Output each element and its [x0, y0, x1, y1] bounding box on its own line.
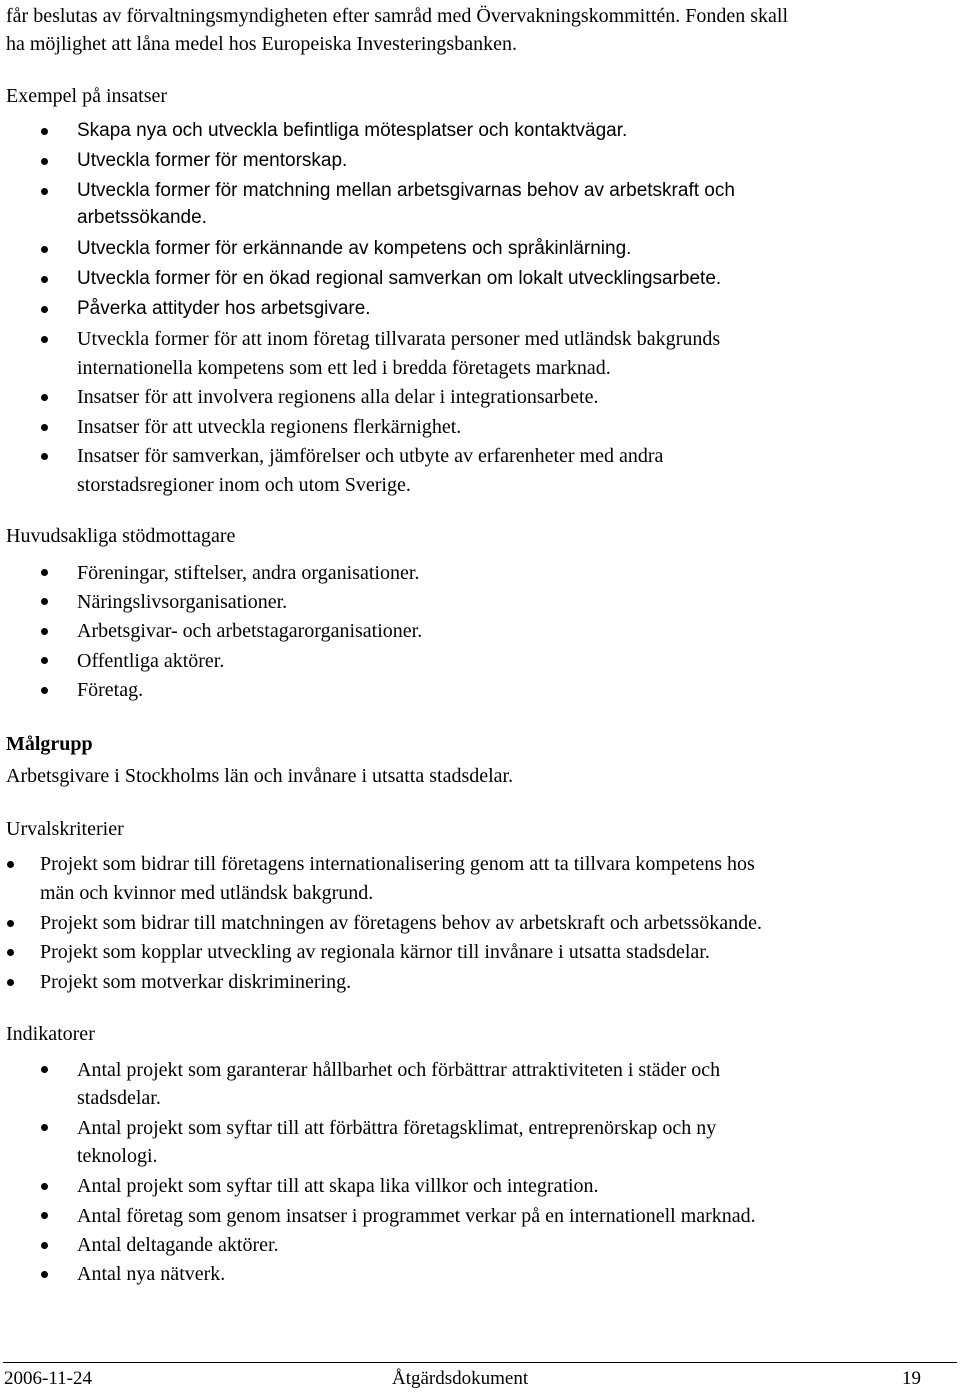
- bullet-icon: [41, 687, 48, 694]
- bullet-icon: [41, 276, 48, 283]
- bullet-icon: [7, 949, 14, 956]
- list-item-text: Antal projekt som syftar till att skapa lika villkor och integration.: [77, 1175, 599, 1197]
- list-item-text-cont: arbetssökande.: [77, 207, 207, 228]
- footer-page-number: 19: [902, 1368, 921, 1389]
- list-item-text-cont: internationella kompetens som ett led i bredda företagets marknad.: [77, 357, 611, 379]
- bullet-icon: [41, 1212, 48, 1219]
- intro-line-1: får beslutas av förvaltningsmyndigheten efter samråd med Övervakningskommittén. Fonden skall: [6, 5, 789, 27]
- list-item-text: Insatser för att utveckla regionens flerkärnighet.: [77, 416, 462, 438]
- bullet-icon: [7, 861, 14, 868]
- bullet-icon: [41, 657, 48, 664]
- list-item-text: Projekt som kopplar utveckling av regionala kärnor till invånare i utsatta stadsdelar.: [40, 941, 710, 963]
- list-item-text: Skapa nya och utveckla befintliga mötesplatser och kontaktvägar.: [77, 120, 628, 141]
- list-item-text: Föreningar, stiftelser, andra organisationer.: [77, 562, 420, 584]
- intro-line-2: ha möjlighet att låna medel hos Europeiska Investeringsbanken.: [6, 33, 517, 55]
- heading-urval: Urvalskriterier: [6, 818, 124, 840]
- bullet-icon: [41, 1242, 48, 1249]
- list-item-text: Projekt som motverkar diskriminering.: [40, 971, 352, 993]
- bullet-icon: [41, 628, 48, 635]
- list-item-text: Insatser för att involvera regionens alla delar i integrationsarbete.: [77, 386, 599, 408]
- list-item-text: Antal projekt som garanterar hållbarhet och förbättrar attraktiviteten i städer och: [77, 1059, 721, 1081]
- list-item-text: Offentliga aktörer.: [77, 650, 225, 672]
- bullet-icon: [41, 1066, 48, 1073]
- bullet-icon: [41, 1124, 48, 1131]
- bullet-icon: [41, 1183, 48, 1190]
- list-item-text: Antal projekt som syftar till att förbättra företagsklimat, entreprenörskap och ny: [77, 1117, 717, 1139]
- footer-date: 2006-11-24: [4, 1368, 92, 1389]
- bullet-icon: [41, 306, 48, 313]
- malgrupp-text: Arbetsgivare i Stockholms län och invånare i utsatta stadsdelar.: [6, 765, 514, 787]
- list-item-text: Företag.: [77, 679, 144, 701]
- list-item-text-cont: teknologi.: [77, 1145, 158, 1167]
- bullet-icon: [41, 188, 48, 195]
- bullet-icon: [41, 598, 48, 605]
- list-item-text: Insatser för samverkan, jämförelser och utbyte av erfarenheter med andra: [77, 445, 664, 467]
- list-item-text: Utveckla former för matchning mellan arbetsgivarnas behov av arbetskraft och: [77, 180, 735, 201]
- bullet-icon: [41, 1271, 48, 1278]
- footer-title: Åtgärdsdokument: [392, 1368, 529, 1389]
- list-item-text: Påverka attityder hos arbetsgivare.: [77, 298, 371, 319]
- bullet-icon: [7, 920, 14, 927]
- bullet-icon: [41, 394, 48, 401]
- list-item-text-cont: stadsdelar.: [77, 1087, 161, 1109]
- list-item-text: Utveckla former för erkännande av kompetens och språkinlärning.: [77, 238, 632, 259]
- list-item-text: Antal företag som genom insatser i programmet verkar på en internationell marknad.: [77, 1205, 756, 1227]
- heading-malgrupp: Målgrupp: [6, 733, 93, 755]
- bullet-icon: [41, 453, 48, 460]
- bullet-icon: [41, 336, 48, 343]
- list-item-text: Utveckla former för att inom företag tillvarata personer med utländsk bakgrunds: [77, 328, 721, 350]
- bullet-icon: [7, 979, 14, 986]
- footer-divider: [3, 1362, 957, 1363]
- list-item-text: Projekt som bidrar till företagens internationalisering genom att ta tillvara kompetens hos: [40, 853, 755, 875]
- list-item-text: Utveckla former för en ökad regional samverkan om lokalt utvecklingsarbete.: [77, 268, 722, 289]
- list-item-text: Projekt som bidrar till matchningen av företagens behov av arbetskraft och arbetssökande.: [40, 912, 762, 934]
- list-item-text: Antal nya nätverk.: [77, 1263, 226, 1285]
- bullet-icon: [41, 569, 48, 576]
- list-item-text: Utveckla former för mentorskap.: [77, 150, 348, 171]
- bullet-icon: [41, 128, 48, 135]
- list-item-text: Arbetsgivar- och arbetstagarorganisationer.: [77, 620, 423, 642]
- bullet-icon: [41, 424, 48, 431]
- heading-stodmottagare: Huvudsakliga stödmottagare: [6, 525, 236, 547]
- list-item-text-cont: storstadsregioner inom och utom Sverige.: [77, 474, 411, 496]
- heading-exempel: Exempel på insatser: [6, 85, 168, 107]
- list-item-text: Näringslivsorganisationer.: [77, 591, 288, 613]
- bullet-icon: [41, 246, 48, 253]
- heading-indikatorer: Indikatorer: [6, 1023, 95, 1045]
- list-item-text-cont: män och kvinnor med utländsk bakgrund.: [40, 882, 374, 904]
- list-item-text: Antal deltagande aktörer.: [77, 1234, 279, 1256]
- bullet-icon: [41, 158, 48, 165]
